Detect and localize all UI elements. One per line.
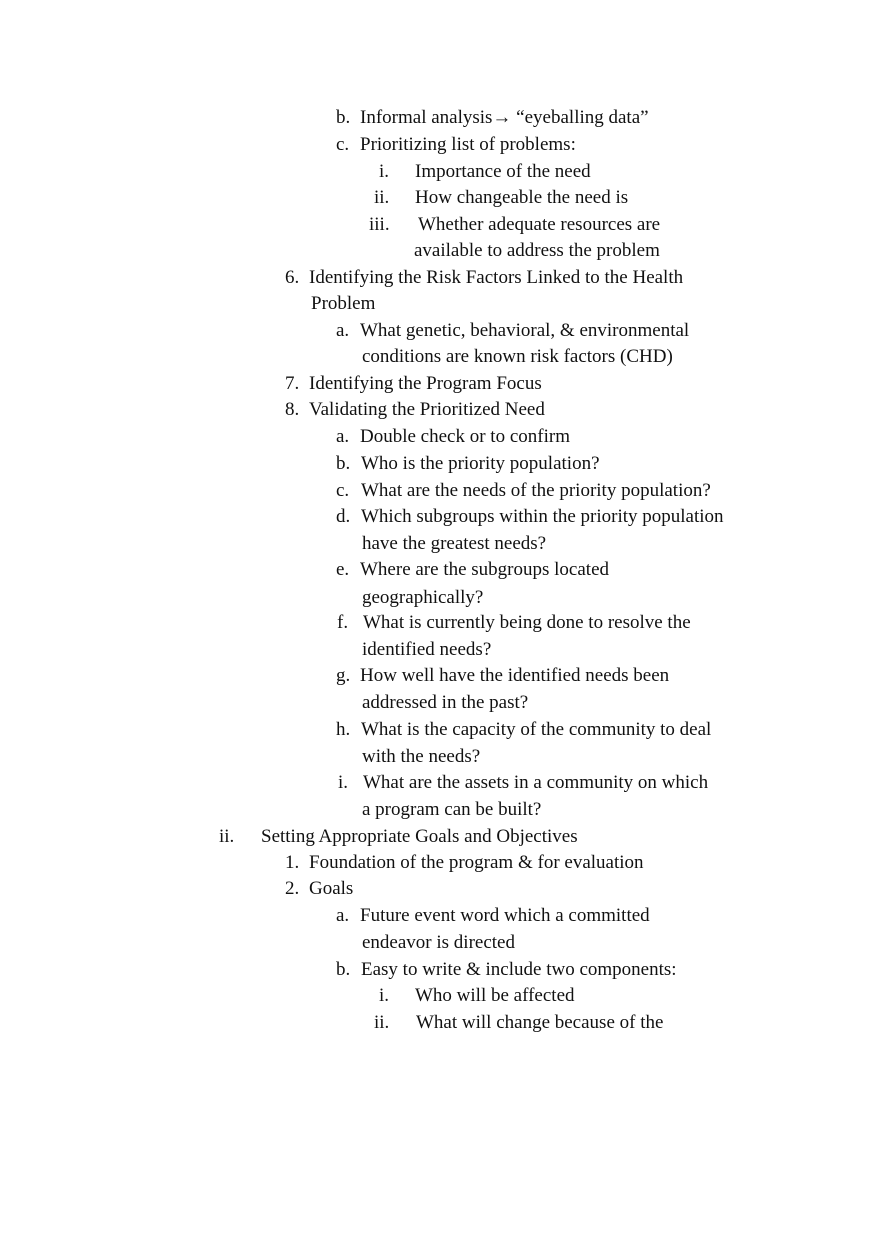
item-text: Identifying the Program Focus [309,373,542,394]
item-marker: d. [336,506,351,527]
item-marker: ii. [374,187,390,208]
item-marker: e. [336,559,350,580]
item-marker: c. [336,134,350,155]
item-text: Problem [311,293,376,314]
item-text: What are the assets in a community on which [363,772,709,793]
item-text: Future event word which a committed [360,905,650,926]
item-text: with the needs? [362,746,481,767]
item-marker: i. [379,985,390,1006]
item-marker: ii. [374,1012,390,1033]
item-marker: b. [336,453,351,474]
item-marker: 2. [285,878,300,899]
item-text: Whether adequate resources are [418,214,661,235]
item-text: have the greatest needs? [362,533,547,554]
item-text: Double check or to confirm [360,426,570,447]
item-text: conditions are known risk factors (CHD) [362,346,673,367]
item-marker: i. [338,772,349,793]
item-text: Validating the Prioritized Need [309,399,545,420]
item-marker: i. [379,161,390,182]
item-text: Where are the subgroups located [360,559,610,580]
item-text: geographically? [362,587,484,608]
item-text: Informal analysis→ “eyeballing data” [360,107,649,128]
item-marker: g. [336,665,351,686]
item-text: Who will be affected [415,985,575,1006]
item-text: What is the capacity of the community to deal [361,719,712,740]
item-text: What genetic, behavioral, & environmental [360,320,690,341]
item-marker: f. [337,612,349,633]
item-marker: 8. [285,399,300,420]
item-text: Who is the priority population? [361,453,600,474]
item-marker: ii. [219,826,235,847]
item-text: available to address the problem [414,240,660,261]
item-text: What is currently being done to resolve the [363,612,691,633]
item-text: Which subgroups within the priority population [361,506,724,527]
item-marker: 1. [285,852,300,873]
item-text: Importance of the need [415,161,591,182]
item-text: Easy to write & include two components: [361,959,677,980]
item-text: How well have the identified needs been [360,665,670,686]
item-text: Prioritizing list of problems: [360,134,576,155]
item-marker: h. [336,719,351,740]
item-marker: a. [336,905,350,926]
item-text: What are the needs of the priority population? [361,480,711,501]
item-marker: iii. [369,214,390,235]
item-text: identified needs? [362,639,492,660]
item-text: Identifying the Risk Factors Linked to the Health [309,267,684,288]
item-text: addressed in the past? [362,692,529,713]
item-text: Setting Appropriate Goals and Objectives [261,826,578,847]
item-text: How changeable the need is [415,187,629,208]
item-marker: c. [336,480,350,501]
item-marker: a. [336,320,350,341]
item-text: What will change because of the [416,1012,664,1033]
item-text: endeavor is directed [362,932,515,953]
item-marker: b. [336,959,351,980]
item-text: Foundation of the program & for evaluation [309,852,644,873]
item-marker: 6. [285,267,300,288]
item-text: a program can be built? [362,799,542,820]
item-marker: a. [336,426,350,447]
item-marker: 7. [285,373,300,394]
item-text: Goals [309,878,354,899]
item-marker: b. [336,107,351,128]
